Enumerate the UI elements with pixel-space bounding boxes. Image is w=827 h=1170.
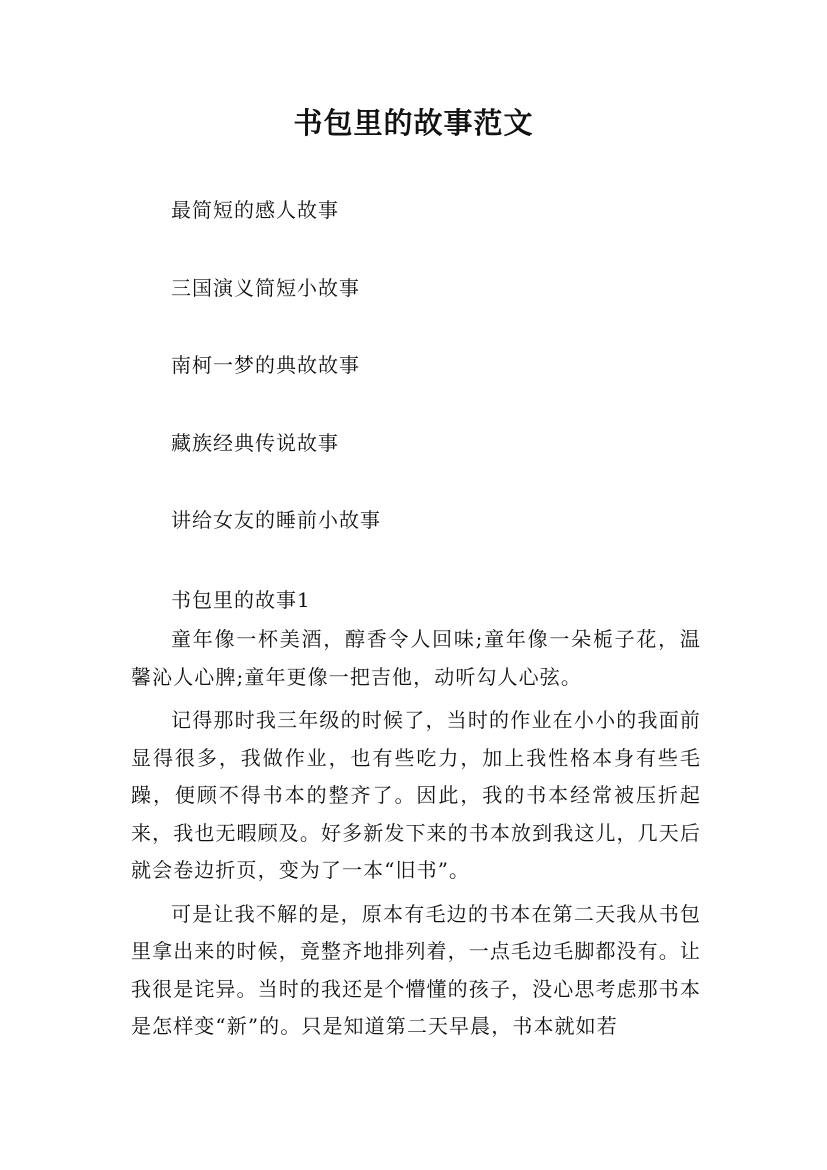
paragraph: 童年像一杯美酒，醇香令人回味;童年像一朵栀子花，温馨沁人心脾;童年更像一把吉他，动听勾人心弦。 (131, 627, 701, 689)
section-heading: 书包里的故事1 (171, 588, 311, 612)
related-link[interactable]: 南柯一梦的典故故事 (171, 353, 360, 377)
paragraph: 记得那时我三年级的时候了，当时的作业在小小的我面前显得很多，我做作业，也有些吃力，加上我性格本身有些毛躁，便顾不得书本的整齐了。因此，我的书本经常被压折起来，我也无暇顾及。好多新发下来的书本放到我这儿，几天后就会卷边折页，变为了一本“旧书”。 (131, 708, 701, 882)
related-links-list (171, 193, 381, 581)
document-title: 书包里的故事范文 (293, 106, 534, 140)
related-link[interactable]: 三国演义简短小故事 (171, 275, 360, 300)
related-link[interactable]: 讲给女友的睡前小故事 (171, 508, 381, 532)
article-body (131, 621, 701, 1052)
related-link[interactable]: 藏族经典传说故事 (171, 430, 339, 455)
paragraph: 可是让我不解的是，原本有毛边的书本在第二天我从书包里拿出来的时候，竟整齐地排列着，一点毛边毛脚都没有。让我很是诧异。当时的我还是个懵懂的孩子，没心思考虑那书本是怎样变“新”的。只是知道第二天早晨，书本就如若 (131, 901, 701, 1038)
related-link[interactable]: 最简短的感人故事 (171, 198, 339, 222)
